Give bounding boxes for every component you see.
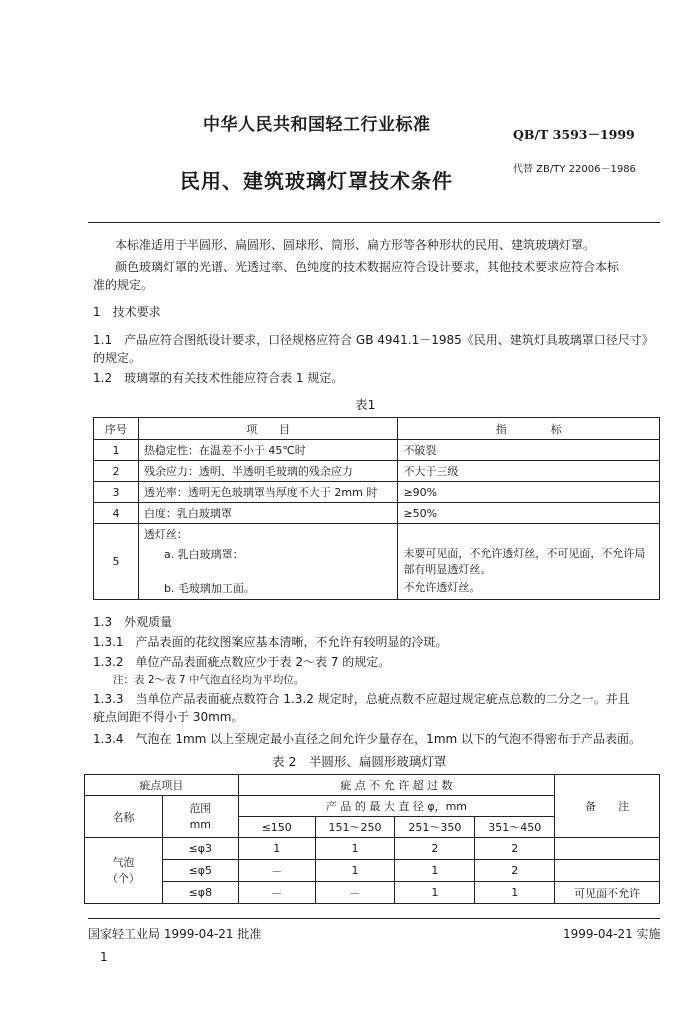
row5-index-a1: 未要可见面，不允许透灯丝，不可见面，不允许局 bbox=[403, 546, 646, 560]
table-2-col: 251～350 bbox=[395, 817, 475, 838]
table-2-header-diameter: 产 品 的 最 大 直 径 φ，mm bbox=[238, 796, 554, 817]
clause-1-1: 1.1 产品应符合图纸设计要求，口径规格应符合 GB 4941.1－1985《民用、建筑灯具玻璃罩口径尺寸》 bbox=[93, 333, 654, 347]
clause-1-1-cont: 的规定。 bbox=[93, 351, 142, 365]
table-row: 5 透灯丝： a. 乳白玻璃罩： b. 毛玻璃加工面。 未要可见面，不允许透灯丝，不可见面，不允许局 部有明显透灯丝。 不允许透灯丝。 bbox=[94, 524, 660, 600]
table-2-caption: 表 2 半圆形、扁圆形玻璃灯罩 bbox=[272, 754, 447, 769]
table-2-header-range: 范围 mm bbox=[162, 796, 238, 838]
header-rule bbox=[88, 222, 660, 223]
intro-paragraph-1: 本标准适用于半圆形、扁圆形、圆球形、筒形、扁方形等各种形状的民用、建筑玻璃灯罩。 bbox=[115, 238, 596, 252]
table-row: 气泡 （个） ≤φ3 1 1 2 2 bbox=[85, 838, 660, 860]
intro-paragraph-2: 颜色玻璃灯罩的光谱、光透过率、色纯度的技术数据应符合设计要求，其他技术要求应符合本标 bbox=[115, 260, 620, 274]
clause-1-3-1: 1.3.1 产品表面的花纹图案应基本清晰，不允许有较明显的冷斑。 bbox=[93, 635, 448, 649]
approval-line: 国家轻工业局 1999-04-21 批准 bbox=[88, 927, 262, 941]
document-title: 民用、建筑玻璃灯罩技术条件 bbox=[180, 169, 453, 193]
page-number: 1 bbox=[100, 950, 108, 964]
table-2-header-item: 疵点项目 bbox=[85, 775, 239, 796]
table-2-header-allowed: 疵 点 不 允 许 超 过 数 bbox=[238, 775, 554, 796]
effective-date: 1999-04-21 实施 bbox=[563, 927, 661, 941]
clause-1-3-3: 1.3.3 当单位产品表面疵点数符合 1.3.2 规定时，总疵点数不应超过规定疵点总数的二分之一。并且 bbox=[93, 692, 630, 706]
org-title: 中华人民共和国轻工行业标准 bbox=[203, 115, 431, 135]
table-row: 4 白度：乳白玻璃罩 ≥50% bbox=[94, 503, 660, 524]
table-row: ≤φ5 － 1 1 2 bbox=[85, 860, 660, 882]
table-row: ≤φ8 － － 1 1 可见面不允许 bbox=[85, 882, 660, 904]
note: 注：表 2～表 7 中气泡直径均为平均位。 bbox=[113, 674, 305, 686]
table-1-caption: 表1 bbox=[355, 397, 376, 412]
footer-rule bbox=[88, 918, 660, 919]
table-2-col: ≤150 bbox=[238, 817, 315, 838]
row5-index-a2: 部有明显透灯丝。 bbox=[403, 562, 492, 576]
clause-1-2: 1.2 玻璃罩的有关技术性能应符合表 1 规定。 bbox=[93, 371, 344, 385]
table-2-header-remark: 备 注 bbox=[555, 775, 660, 838]
standard-number: QB/T 3593－1999 bbox=[513, 127, 635, 142]
row5-item-b: b. 毛玻璃加工面。 bbox=[163, 581, 255, 595]
clause-1-3-3-cont: 疵点间距不得小于 30mm。 bbox=[93, 710, 244, 724]
table-1 bbox=[93, 417, 660, 600]
table-row: 3 透光率：透明无色玻璃罩当厚度不大于 2mm 时 ≥90% bbox=[94, 482, 660, 503]
intro-paragraph-2-cont: 准的规定。 bbox=[93, 278, 154, 292]
row5-item-a: a. 乳白玻璃罩： bbox=[163, 547, 244, 561]
table-1-header-index: 指 标 bbox=[398, 418, 660, 440]
row5-item-title: 透灯丝： bbox=[143, 527, 188, 541]
row5-index-b: 不允许透灯丝。 bbox=[403, 580, 481, 594]
section-1-3-heading: 1.3 外观质量 bbox=[93, 615, 173, 629]
section-1-heading: 1 技术要求 bbox=[93, 305, 161, 319]
clause-1-3-2: 1.3.2 单位产品表面疵点数应少于表 2～表 7 的规定。 bbox=[93, 655, 391, 669]
table-1-header-no: 序号 bbox=[94, 418, 139, 440]
table-2-col: 151～250 bbox=[315, 817, 395, 838]
table-2-col: 351～450 bbox=[475, 817, 555, 838]
replaces-note: 代替 ZB/TY 22006－1986 bbox=[513, 164, 636, 175]
table-2-name-cell: 气泡 （个） bbox=[85, 838, 163, 904]
table-row: 1 热稳定性：在温差不小于 45℃时 不破裂 bbox=[94, 440, 660, 461]
table-1-header-item: 项 目 bbox=[138, 418, 398, 440]
table-2-header-name: 名称 bbox=[85, 796, 163, 838]
table-2 bbox=[84, 774, 660, 904]
clause-1-3-4: 1.3.4 气泡在 1mm 以上至规定最小直径之间允许少量存在，1mm 以下的气泡不得密布于产品表面。 bbox=[93, 732, 642, 746]
table-row: 2 残余应力：透明、半透明毛玻璃的残余应力 不大于三级 bbox=[94, 461, 660, 482]
